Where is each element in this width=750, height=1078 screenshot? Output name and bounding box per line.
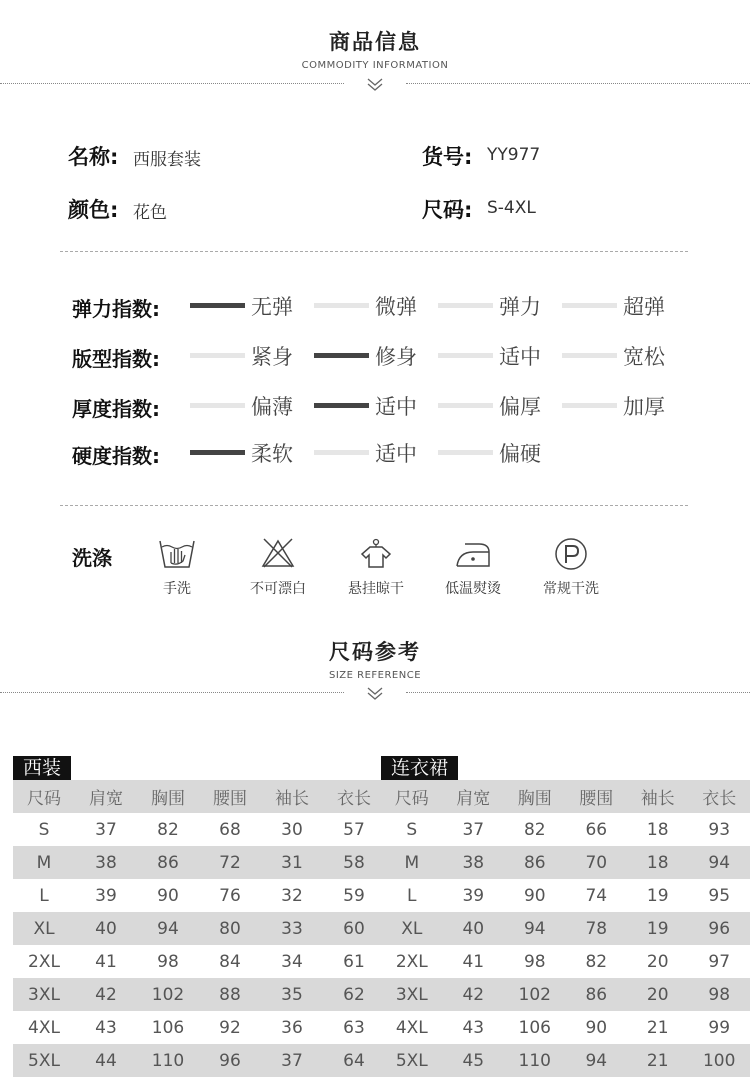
table-cell: 96 bbox=[199, 1044, 261, 1077]
table-cell: 110 bbox=[504, 1044, 566, 1077]
index-label: 弹力指数: bbox=[72, 297, 160, 321]
table-row bbox=[381, 846, 750, 879]
table-cell: 39 bbox=[462, 885, 485, 906]
table-cell: 19 bbox=[646, 885, 669, 906]
table-row bbox=[381, 1044, 750, 1077]
commodity-subtitle: COMMODITY INFORMATION bbox=[301, 60, 449, 71]
table-cell: 98 bbox=[157, 951, 179, 972]
table-row bbox=[13, 879, 385, 912]
index-bar-selected bbox=[190, 450, 245, 455]
table-cell: 4XL bbox=[395, 1017, 428, 1038]
table-cell: 102 bbox=[137, 978, 199, 1011]
table-cell: 30 bbox=[281, 819, 303, 840]
table-row bbox=[381, 912, 750, 945]
dashed-divider bbox=[60, 505, 688, 506]
index-bar-selected bbox=[314, 403, 369, 408]
table-cell: 63 bbox=[343, 1017, 365, 1038]
table-cell: 19 bbox=[627, 912, 688, 945]
table-cell: 61 bbox=[343, 951, 365, 972]
size-reference-title: 尺码参考 bbox=[329, 640, 421, 664]
color-value: 花色 bbox=[133, 203, 167, 223]
table-cell: 60 bbox=[323, 912, 385, 945]
table-row bbox=[13, 978, 385, 1011]
table-cell: 94 bbox=[688, 846, 750, 879]
table-header-cell: 尺码 bbox=[13, 780, 75, 813]
table-cell: 66 bbox=[585, 819, 608, 840]
table-cell: 82 bbox=[157, 819, 179, 840]
commodity-title: 商品信息 bbox=[329, 30, 421, 54]
suit-table-title: 西装 bbox=[13, 756, 71, 780]
index-option: 适中 bbox=[375, 442, 417, 466]
dress-table-title: 连衣裙 bbox=[381, 756, 458, 780]
table-cell: 35 bbox=[261, 978, 323, 1011]
index-option: 柔软 bbox=[251, 442, 293, 466]
index-option: 偏硬 bbox=[499, 442, 541, 466]
table-cell: 97 bbox=[708, 951, 731, 972]
table-cell: 45 bbox=[443, 1044, 504, 1077]
dress-table-grid bbox=[381, 780, 750, 1077]
table-cell: 64 bbox=[323, 1044, 385, 1077]
hang-dry-icon bbox=[356, 536, 396, 570]
table-cell: 32 bbox=[281, 885, 303, 906]
table-cell: 93 bbox=[708, 819, 731, 840]
table-row bbox=[13, 846, 385, 879]
dress-size-table bbox=[381, 756, 750, 1077]
wash-label-no-bleach: 不可漂白 bbox=[250, 581, 306, 597]
table-header-cell: 衣长 bbox=[323, 780, 385, 813]
table-cell: 86 bbox=[137, 846, 199, 879]
table-cell: 106 bbox=[151, 1017, 185, 1038]
table-cell: 96 bbox=[688, 912, 750, 945]
name-value: 西服套装 bbox=[133, 150, 201, 170]
double-chevron-down-icon bbox=[365, 687, 385, 701]
divider-left bbox=[0, 83, 344, 84]
table-cell: 43 bbox=[462, 1017, 485, 1038]
hand-wash-icon bbox=[157, 536, 197, 570]
table-cell: 90 bbox=[523, 885, 546, 906]
table-cell: 82 bbox=[523, 819, 546, 840]
no-bleach-icon bbox=[258, 536, 298, 570]
table-row bbox=[381, 879, 750, 912]
table-header-cell: 胸围 bbox=[137, 780, 199, 813]
table-cell: 106 bbox=[518, 1017, 551, 1038]
wash-item-hand-wash bbox=[132, 536, 222, 598]
table-header-cell: 腰围 bbox=[199, 780, 261, 813]
washing-label: 洗涤 bbox=[72, 546, 112, 570]
table-cell: 82 bbox=[585, 951, 608, 972]
table-cell: M bbox=[13, 846, 75, 879]
table-cell: 42 bbox=[443, 978, 504, 1011]
table-cell: 98 bbox=[523, 951, 546, 972]
index-option: 微弹 bbox=[375, 295, 417, 319]
table-cell: 3XL bbox=[381, 978, 443, 1011]
divider-left bbox=[0, 692, 344, 693]
index-option: 超弹 bbox=[623, 295, 665, 319]
table-cell: 86 bbox=[504, 846, 566, 879]
index-option: 适中 bbox=[375, 395, 417, 419]
table-header-cell: 肩宽 bbox=[443, 780, 504, 813]
index-option: 加厚 bbox=[623, 395, 665, 419]
low-iron-icon bbox=[453, 536, 493, 570]
table-cell: 34 bbox=[281, 951, 303, 972]
table-cell: 42 bbox=[75, 978, 137, 1011]
index-label: 厚度指数: bbox=[72, 397, 160, 421]
table-cell: 44 bbox=[75, 1044, 137, 1077]
table-row bbox=[381, 813, 750, 846]
table-cell: 94 bbox=[504, 912, 566, 945]
index-bar bbox=[562, 353, 617, 358]
table-cell: 33 bbox=[261, 912, 323, 945]
index-option: 无弹 bbox=[251, 295, 293, 319]
index-bar bbox=[438, 303, 493, 308]
dry-clean-icon bbox=[551, 536, 591, 570]
table-cell: 37 bbox=[95, 819, 117, 840]
table-cell: 68 bbox=[219, 819, 241, 840]
table-cell: 18 bbox=[646, 819, 669, 840]
suit-table-grid bbox=[13, 780, 385, 1077]
size-label: 尺码: bbox=[422, 198, 473, 222]
name-label: 名称: bbox=[68, 145, 119, 169]
table-cell: 21 bbox=[646, 1017, 669, 1038]
size-reference-heading bbox=[0, 636, 750, 681]
table-cell: 3XL bbox=[13, 978, 75, 1011]
table-cell: XL bbox=[381, 912, 443, 945]
table-header-cell: 袖长 bbox=[627, 780, 688, 813]
wash-item-hang-dry bbox=[331, 536, 421, 598]
table-header-row bbox=[13, 780, 385, 813]
table-cell: 40 bbox=[443, 912, 504, 945]
table-cell: 36 bbox=[281, 1017, 303, 1038]
index-option: 紧身 bbox=[251, 345, 293, 369]
commodity-heading bbox=[0, 26, 750, 71]
table-cell: 38 bbox=[75, 846, 137, 879]
wash-label-hang-dry: 悬挂晾干 bbox=[348, 581, 404, 597]
index-option: 修身 bbox=[375, 345, 417, 369]
index-bar-selected bbox=[190, 303, 245, 308]
index-bar bbox=[562, 303, 617, 308]
wash-label-low-iron: 低温熨烫 bbox=[445, 581, 501, 597]
table-cell: 110 bbox=[137, 1044, 199, 1077]
table-cell: 37 bbox=[462, 819, 485, 840]
index-option: 弹力 bbox=[499, 295, 541, 319]
table-cell: 72 bbox=[199, 846, 261, 879]
table-cell: 88 bbox=[199, 978, 261, 1011]
table-cell: 80 bbox=[199, 912, 261, 945]
double-chevron-down-icon bbox=[365, 78, 385, 92]
index-option: 偏厚 bbox=[499, 395, 541, 419]
index-bar bbox=[314, 303, 369, 308]
index-bar bbox=[438, 450, 493, 455]
index-bar bbox=[438, 353, 493, 358]
table-row bbox=[13, 945, 385, 978]
sku-label: 货号: bbox=[422, 145, 473, 169]
table-cell: 92 bbox=[219, 1017, 241, 1038]
table-cell: 20 bbox=[646, 951, 669, 972]
table-row bbox=[381, 978, 750, 1011]
suit-size-table bbox=[13, 756, 385, 1077]
table-cell: 70 bbox=[566, 846, 627, 879]
table-cell: 21 bbox=[627, 1044, 688, 1077]
table-cell: 37 bbox=[261, 1044, 323, 1077]
wash-item-low-iron bbox=[428, 536, 518, 598]
table-cell: 86 bbox=[566, 978, 627, 1011]
table-cell: 41 bbox=[462, 951, 485, 972]
wash-item-dry-clean bbox=[526, 536, 616, 598]
index-bar bbox=[438, 403, 493, 408]
table-cell: 94 bbox=[566, 1044, 627, 1077]
table-cell: 100 bbox=[688, 1044, 750, 1077]
table-cell: 58 bbox=[323, 846, 385, 879]
table-cell: L bbox=[39, 885, 49, 906]
sku-value: YY977 bbox=[487, 145, 541, 165]
table-row bbox=[381, 1011, 750, 1044]
size-value: S-4XL bbox=[487, 198, 536, 218]
index-bar bbox=[190, 403, 245, 408]
table-header-cell: 袖长 bbox=[261, 780, 323, 813]
table-cell: 95 bbox=[708, 885, 731, 906]
table-header-cell: 衣长 bbox=[688, 780, 750, 813]
table-cell: 99 bbox=[708, 1017, 731, 1038]
table-row bbox=[13, 1011, 385, 1044]
table-cell: 90 bbox=[585, 1017, 608, 1038]
index-bar-selected bbox=[314, 353, 369, 358]
table-cell: M bbox=[381, 846, 443, 879]
table-cell: 39 bbox=[95, 885, 117, 906]
table-row bbox=[13, 912, 385, 945]
table-cell: S bbox=[38, 819, 50, 840]
index-bar bbox=[314, 450, 369, 455]
table-cell: 102 bbox=[504, 978, 566, 1011]
table-cell: 43 bbox=[95, 1017, 117, 1038]
table-cell: 4XL bbox=[28, 1017, 60, 1038]
wash-label-hand-wash: 手洗 bbox=[163, 581, 191, 597]
table-header-row bbox=[381, 780, 750, 813]
index-option: 偏薄 bbox=[251, 395, 293, 419]
index-bar bbox=[562, 403, 617, 408]
table-cell: S bbox=[406, 819, 418, 840]
table-cell: 40 bbox=[75, 912, 137, 945]
table-cell: 59 bbox=[343, 885, 365, 906]
table-cell: 57 bbox=[343, 819, 365, 840]
index-option: 宽松 bbox=[623, 345, 665, 369]
size-reference-subtitle: SIZE REFERENCE bbox=[328, 670, 422, 681]
table-row bbox=[13, 1044, 385, 1077]
table-cell: L bbox=[407, 885, 417, 906]
index-bar bbox=[190, 353, 245, 358]
table-cell: 38 bbox=[443, 846, 504, 879]
index-label: 硬度指数: bbox=[72, 444, 160, 468]
dashed-divider bbox=[60, 251, 688, 252]
wash-item-no-bleach bbox=[233, 536, 323, 598]
table-cell: 20 bbox=[627, 978, 688, 1011]
table-cell: 18 bbox=[627, 846, 688, 879]
table-cell: 41 bbox=[95, 951, 117, 972]
table-cell: 31 bbox=[261, 846, 323, 879]
table-header-cell: 尺码 bbox=[381, 780, 443, 813]
table-header-cell: 腰围 bbox=[566, 780, 627, 813]
table-row bbox=[13, 813, 385, 846]
table-cell: 78 bbox=[566, 912, 627, 945]
table-row bbox=[381, 945, 750, 978]
table-cell: 90 bbox=[157, 885, 179, 906]
index-option: 适中 bbox=[499, 345, 541, 369]
table-cell: 84 bbox=[219, 951, 241, 972]
table-cell: 2XL bbox=[395, 951, 428, 972]
table-cell: 62 bbox=[323, 978, 385, 1011]
table-cell: XL bbox=[13, 912, 75, 945]
table-cell: 2XL bbox=[28, 951, 60, 972]
table-header-cell: 肩宽 bbox=[75, 780, 137, 813]
table-cell: 76 bbox=[219, 885, 241, 906]
table-cell: 94 bbox=[137, 912, 199, 945]
table-cell: 5XL bbox=[381, 1044, 443, 1077]
table-cell: 74 bbox=[585, 885, 608, 906]
wash-label-dry-clean: 常规干洗 bbox=[543, 581, 599, 597]
divider-right bbox=[406, 83, 750, 84]
table-header-cell: 胸围 bbox=[504, 780, 566, 813]
divider-right bbox=[406, 692, 750, 693]
table-cell: 5XL bbox=[13, 1044, 75, 1077]
color-label: 颜色: bbox=[68, 198, 119, 222]
index-label: 版型指数: bbox=[72, 347, 160, 371]
table-cell: 98 bbox=[688, 978, 750, 1011]
